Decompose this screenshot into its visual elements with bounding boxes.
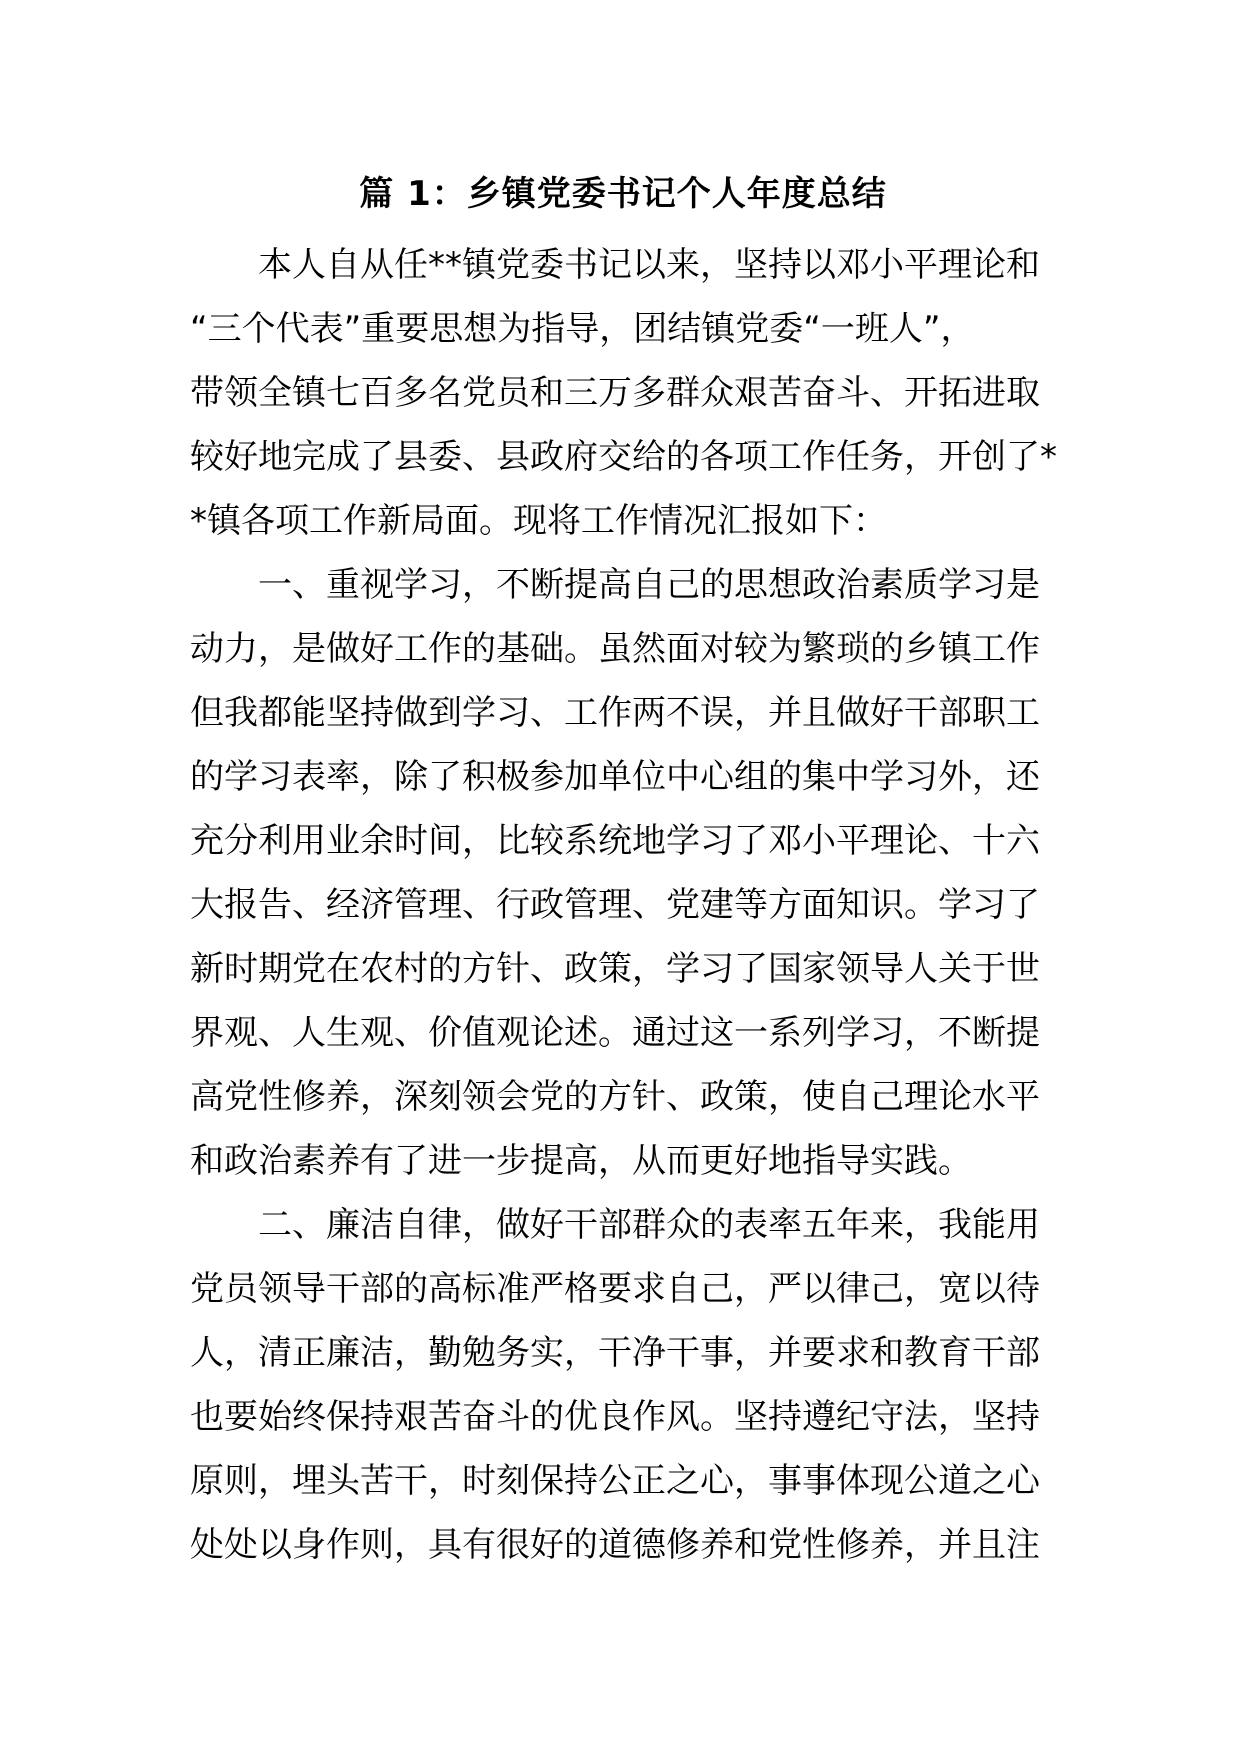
paragraph-study <box>190 553 1056 1193</box>
text-line: 党员领导干部的高标准严格要求自己，严以律己，宽以待 <box>190 1269 1040 1309</box>
text-line: 带领全镇七百多名党员和三万多群众艰苦奋斗、开拓进取 <box>190 373 1040 413</box>
document-body <box>190 233 1056 1577</box>
paragraph-integrity <box>190 1193 1056 1577</box>
text-line: 动力，是做好工作的基础。虽然面对较为繁琐的乡镇工作 <box>190 629 1040 669</box>
text-line: 原则，埋头苦干，时刻保持公正之心，事事体现公道之心 <box>190 1461 1040 1501</box>
text-line: 新时期党在农村的方针、政策，学习了国家领导人关于世 <box>190 949 1040 989</box>
text-line: 处处以身作则，具有很好的道德修养和党性修养，并且注 <box>190 1525 1040 1565</box>
text-line: 大报告、经济管理、行政管理、党建等方面知识。学习了 <box>190 885 1040 925</box>
text-line: 充分利用业余时间，比较系统地学习了邓小平理论、十六 <box>190 821 1040 861</box>
text-line: 的学习表率，除了积极参加单位中心组的集中学习外，还 <box>190 757 1040 797</box>
text-line: *镇各项工作新局面。现将工作情况汇报如下： <box>190 501 887 541</box>
text-line: “三个代表”重要思想为指导，团结镇党委“一班人”， <box>190 309 975 349</box>
text-line: 本人自从任**镇党委书记以来，坚持以邓小平理论和 <box>190 245 1040 285</box>
text-line: 一、重视学习，不断提高自己的思想政治素质学习是 <box>190 565 1040 605</box>
document-title: 篇 1：乡镇党委书记个人年度总结 <box>359 174 887 214</box>
text-line: 高党性修养，深刻领会党的方针、政策，使自己理论水平 <box>190 1077 1040 1117</box>
text-line: 界观、人生观、价值观论述。通过这一系列学习，不断提 <box>190 1013 1040 1053</box>
text-line: 也要始终保持艰苦奋斗的优良作风。坚持遵纪守法，坚持 <box>190 1397 1040 1437</box>
text-line: 二、廉洁自律，做好干部群众的表率五年来，我能用 <box>190 1205 1040 1245</box>
text-line: 较好地完成了县委、县政府交给的各项工作任务，开创了* <box>190 437 1057 477</box>
text-line: 和政治素养有了进一步提高，从而更好地指导实践。 <box>190 1141 972 1181</box>
paragraph-intro <box>190 233 1056 553</box>
text-line: 但我都能坚持做到学习、工作两不误，并且做好干部职工 <box>190 693 1040 733</box>
text-line: 人，清正廉洁，勤勉务实，干净干事，并要求和教育干部 <box>190 1333 1040 1373</box>
